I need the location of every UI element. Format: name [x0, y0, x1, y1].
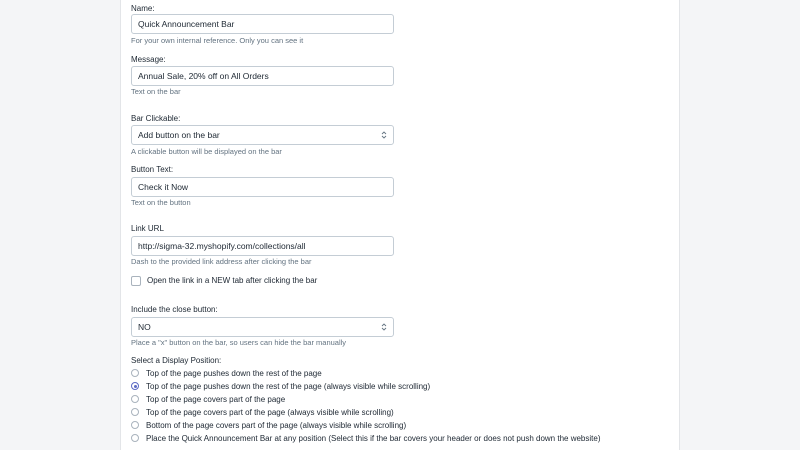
radio-button[interactable]: [131, 421, 139, 429]
display-position-option[interactable]: [131, 393, 285, 405]
bar-clickable-select[interactable]: [131, 125, 394, 145]
name-input[interactable]: [131, 14, 394, 34]
bar-clickable-label: Bar Clickable:: [131, 114, 181, 123]
display-position-option-label: Place the Quick Announcement Bar at any position (Select this if the bar covers your header or does not push down the website): [146, 433, 601, 443]
select-arrows-icon: [381, 130, 387, 140]
display-position-label: Select a Display Position:: [131, 356, 222, 365]
new-tab-checkbox-label: Open the link in a NEW tab after clicking the bar: [147, 276, 318, 285]
close-button-select[interactable]: [131, 317, 394, 337]
button-text-input[interactable]: [131, 177, 394, 197]
link-url-input[interactable]: [131, 236, 394, 256]
select-arrows-icon: [381, 322, 387, 332]
message-label: Message:: [131, 55, 166, 64]
display-position-option[interactable]: [131, 367, 322, 379]
display-position-option-label: Bottom of the page covers part of the page (always visible while scrolling): [146, 420, 407, 430]
radio-button[interactable]: [131, 408, 139, 416]
message-input[interactable]: [131, 66, 394, 86]
link-url-help-text: Dash to the provided link address after clicking the bar: [131, 257, 312, 266]
display-position-option-label: Top of the page pushes down the rest of the page (always visible while scrolling): [146, 381, 431, 391]
button-text-label: Button Text:: [131, 165, 174, 174]
name-help-text: For your own internal reference. Only you can see it: [131, 36, 304, 45]
button-text-help-text: Text on the button: [131, 198, 191, 207]
radio-button[interactable]: [131, 395, 139, 403]
bar-clickable-help-text: A clickable button will be displayed on the bar: [131, 147, 282, 156]
display-position-option[interactable]: [131, 380, 430, 392]
radio-button-selected[interactable]: [131, 382, 139, 390]
display-position-option-label: Top of the page covers part of the page: [146, 394, 286, 404]
display-position-option[interactable]: [131, 406, 394, 418]
close-button-selected-value: NO: [138, 322, 151, 332]
close-button-label: Include the close button:: [131, 305, 218, 314]
message-help-text: Text on the bar: [131, 87, 181, 96]
name-label: Name:: [131, 4, 155, 13]
bar-clickable-selected-value: Add button on the bar: [138, 130, 220, 140]
close-button-help-text: Place a "x" button on the bar, so users can hide the bar manually: [131, 338, 347, 347]
link-url-label: Link URL: [131, 224, 164, 233]
display-position-option[interactable]: [131, 432, 600, 444]
new-tab-checkbox[interactable]: [131, 276, 141, 286]
display-position-option-label: Top of the page covers part of the page (always visible while scrolling): [146, 407, 394, 417]
display-position-option[interactable]: [131, 419, 406, 431]
display-position-option-label: Top of the page pushes down the rest of the page: [146, 368, 322, 378]
settings-form-card: [120, 0, 680, 450]
radio-button[interactable]: [131, 369, 139, 377]
radio-button[interactable]: [131, 434, 139, 442]
